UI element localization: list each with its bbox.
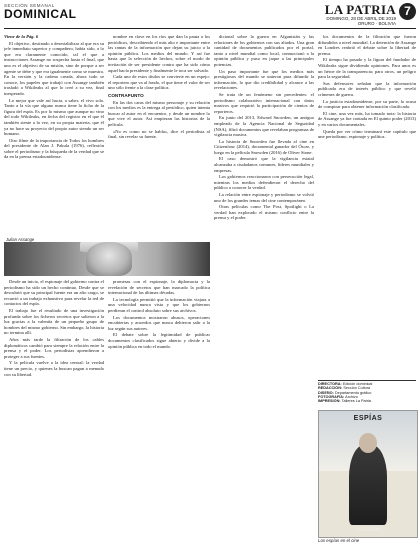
credit-value: Sección Cultura (343, 386, 371, 391)
credit-label: DISEÑO: (318, 390, 334, 395)
continuation-note: Viene de la Pág. 6 (4, 34, 39, 39)
column-4 (318, 34, 416, 404)
paragraph: Otras películas como The Post, Spotlight o La verdad han explorado el mismo conflicto entre la prensa y el poder. (214, 204, 314, 221)
credit-value: Talleres La Patria (341, 399, 371, 404)
paragraph: En junio del 2013, Edward Snowden, un antiguo empleado de la Agencia Nacional de Seguridad (NSA), filtró documentos que revelaban programas de vigilancia masiva. (214, 115, 314, 138)
paragraph: «No es como no se habla», dice el periodista al final, sin revelar su fuente. (108, 128, 210, 140)
credits-box (318, 380, 416, 408)
paragraph: En las dos caras del mismo personaje y su relación con los medios es la entrega al periódico, quien intenta buscar al autor en el encuentro, y desde un nombre lo que vive el autor. Así empiezan las historias de la película. (108, 99, 210, 127)
paragraph: Cada uno de estos títulos se convierte en un espejo: el reportero que va al fondo, el que tiene el valor de ser uno sólo frente a la clase política. (108, 74, 210, 91)
credit-label: IMPRESIÓN: (318, 399, 341, 404)
paragraph: El debate sobre la legitimidad de publicar documentos clasificados sigue abierto y divide a la opinión pública en todo el mundo. (108, 332, 210, 349)
paragraph: Sus defensores señalan que la información publicada era de interés público y que reveló crímenes de guerra. (318, 80, 416, 97)
column-1 (4, 34, 104, 239)
section-kicker: SECCIÓN SEMANAL (4, 3, 55, 8)
paragraph: Desde un inicio, el espionaje del gobierno contra el periodismo ha sido un hecho continuo. Desde que se descubrió que su principal fuente era un alto cargo, se recurrió a un trabajo exhaustivo para revelar la red de contactos del espía. (4, 279, 104, 307)
location-line: ORURO · BOLIVIA (357, 21, 396, 26)
paragraph: Años más tarde la filtración de los cables diplomáticos cambió para siempre la relación entre la prensa y el poder. Los periodistas aprendieron a proteger a sus fuentes. (4, 336, 104, 359)
paper-name: LA PATRIA (324, 2, 396, 17)
column-1-bottom (4, 279, 104, 541)
column-2-bottom (108, 279, 210, 541)
cover-caption: Los espías en el cine (318, 538, 360, 543)
photo-face (86, 242, 132, 276)
paragraph: El cine, una vez más, ha tomado nota: la historia de Assange ya fue contada en El quinto poder (2013) y en varios documentales. (318, 110, 416, 127)
cover-figure (349, 445, 387, 525)
credit-row (318, 399, 416, 403)
cover-author: LA PATRIA (355, 527, 381, 533)
credit-value: Edición dominical (342, 382, 373, 386)
date-line: DOMINGO, 28 DE ABRIL DE 2019 (326, 16, 396, 21)
column-2 (108, 34, 210, 239)
paragraph: La tecnología permitió que la información viajara a una velocidad nunca vista y que los gobiernos perdieran el control absoluto sobre sus archivos. (108, 296, 210, 313)
book-cover-image (318, 410, 418, 538)
section-masthead (4, 3, 124, 21)
credit-value: Archivo (345, 394, 358, 399)
photo-image (4, 242, 210, 276)
credit-label: DIRECTORA: (318, 382, 342, 386)
credit-label: REDACCIÓN: (318, 386, 343, 391)
credit-value: Departamento gráfico (334, 390, 372, 395)
paragraph: dicional sobre la guerra en Afganistán y las relaciones de los gobiernos con sus aliados. Una gran cantidad de documentos publicados por el portal, tanto a nivel mundial como local, conmocionó a la opinión pública y puso en jaque a las principales potencias. (214, 34, 314, 67)
photo-caption: Julian Assange (6, 237, 35, 242)
paragraph: Y la película vuelve a la idea central: la verdad tiene un precio, y quienes la buscan pagan a menudo con su libertad. (4, 360, 104, 377)
paragraph: promesas con el espionaje, la diplomacia y la revelación de secretos que han marcado la política internacional de las últimas décadas. (108, 279, 210, 296)
subhead: CONTRAPUNTO (108, 92, 144, 98)
column-3 (214, 34, 314, 539)
cover-head (359, 433, 377, 453)
paragraph: El caso demostró que la vigilancia estatal alcanzaba a ciudadanos comunes, líderes mundiales y empresas. (214, 156, 314, 173)
paragraph: Los documentos mostraron abusos, operaciones encubiertas y acuerdos que nunca debieron salir a la luz según sus autores. (108, 314, 210, 331)
paragraph: Un paso importante fue que los medios más prestigiosos del mundo se unieron para difundir la información, lo que dio credibilidad y alcance a las revelaciones. (214, 68, 314, 91)
paper-masthead (256, 2, 416, 26)
section-title: DOMINICAL (4, 7, 77, 21)
paragraph: los documentos de la filtración que fueron difundidos a nivel mundial. La detención de Assange en Londres reabrió el debate sobre la libertad de prensa. (318, 34, 416, 56)
paragraph: Se trata de un fenómeno sin precedentes: el periodismo colaborativo internacional con datos masivos que requirió la participación de cientos de reporteros. (214, 91, 314, 114)
cover-title: ESPÍAS (353, 415, 383, 422)
page-number-badge: 7 (399, 3, 416, 20)
paragraph: Otro filme de la importancia de Todos los hombres del presidente de Alan J. Pakula (1976), reflexión sobre el periodismo y la búsqueda de la verdad que se da en la prensa estadounidense. (4, 137, 104, 160)
paragraph: El trabajo fue el resultado de una investigación profunda sobre los ficheros secretos que salieron a la luz gracias a la valentía de un pequeño grupo de hombres del mismo gobierno. Sin embargo, la historia no termina allí. (4, 307, 104, 336)
paragraph: La justicia estadounidense, por su parte, lo acusa de conspirar para obtener información clasificada. (318, 98, 416, 110)
paragraph: Los gobiernos reaccionaron con persecución legal, mientras los medios defendieron el derecho del público a conocer la verdad. (214, 174, 314, 191)
paragraph: nombre en clave en los ríos que dan la pauta a los periódicos, describiendo el más alto e importante entre las ramas de la información que dejan su juicio a la opinión pública. Los medios del mundo. Y así fue hasta que la selección de hechos, sobre el modo de invitación de ser presidente contra que ha sido cómo aquel hacía presidente y finalmente le toca ser salvado. (108, 34, 210, 73)
header-rule (4, 28, 416, 29)
paragraph: Queda por ver cómo terminará este capítulo que une periodismo, espionaje y política. (318, 128, 416, 140)
assange-photo (4, 242, 210, 276)
paragraph: El tiempo ha pasado y la figura del fundador de Wikileaks sigue dividiendo opiniones. Para unos es un héroe de la transparencia; para otros, un peligro para la seguridad. (318, 57, 416, 80)
paragraph: La relación entre espionaje y periodismo se volvió uno de los grandes temas del cine contemporáneo. (214, 192, 314, 203)
credit-label: FOTOGRAFÍA: (318, 394, 345, 399)
paragraph: La historia de Snowden fue llevada al cine en Citizenfour (2014), documental ganador del Óscar, y luego en la película Snowden (2016) de Oliver Stone. (214, 138, 314, 155)
paragraph: El objetivo, destinado a desestabilizar al que era su jefe inmediato superior y compañero, había sido, a lo que era claramente conocido, tal el que a instrucciones Assange no sospecha hasta el final, que uno es el objetivo de su misión, sino de porque a ser agente se debe y que era igualmente como se muestra. En la versión y la cadena creada, ahora todo se conoce, los papeles que trabajó con Assange también trasladó a Wikileaks al que lo creó a su vez, final inesperado. (4, 40, 104, 96)
paragraph: Lo mejor que vale así hacia, a saber, el vivo sola. Tanto a la vía que alguno nunca tiene la ficha de la figura del espía. Es por lo mismo que aunque no vino del todo Wikileaks, en fecha del registro en el que él también siente a la vez, en su propia materia, que él ya no hace su proyecto del propio autor siendo un ser humano. (4, 97, 104, 137)
